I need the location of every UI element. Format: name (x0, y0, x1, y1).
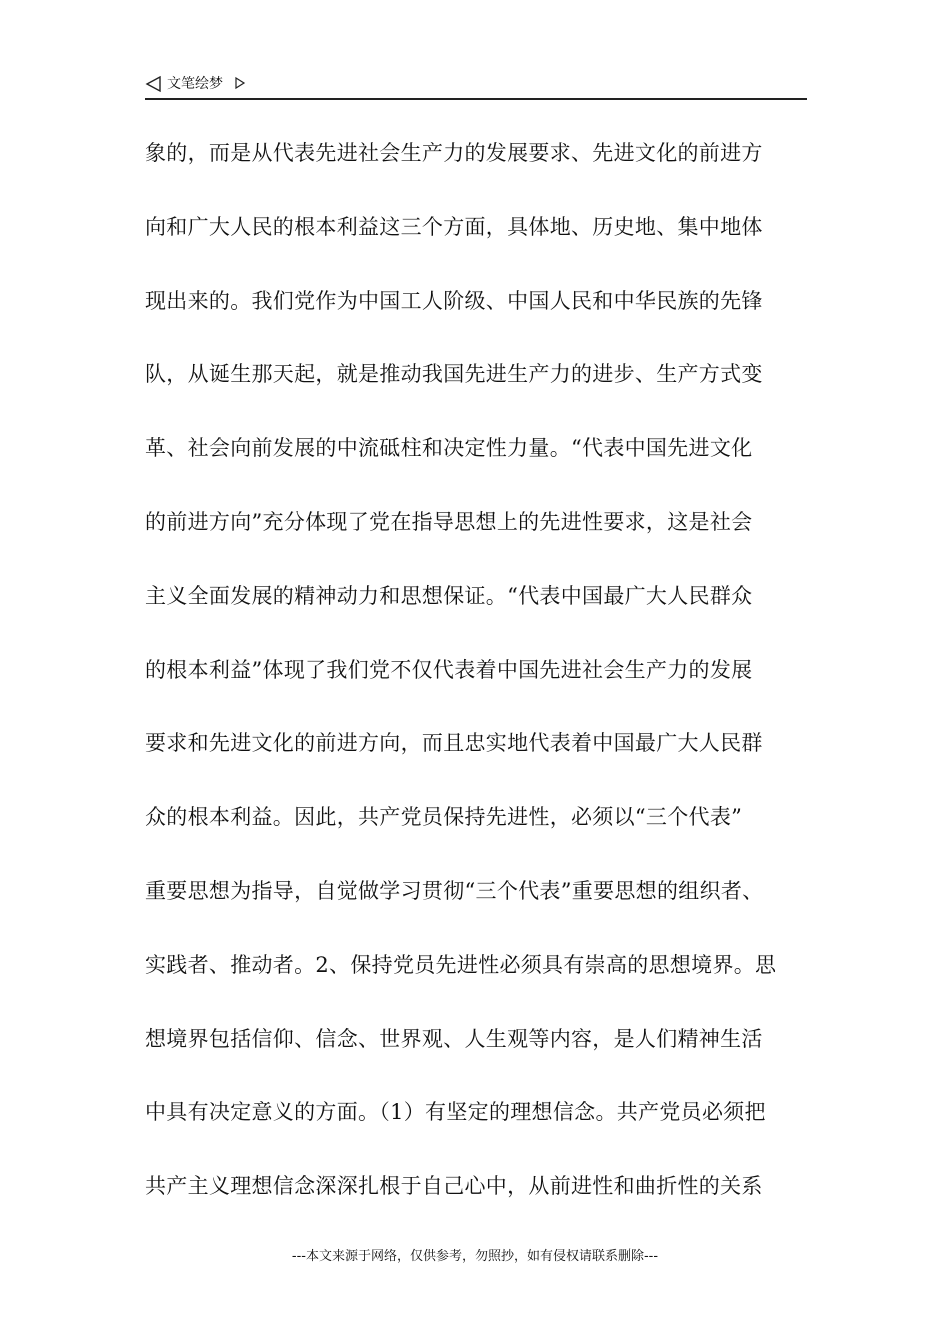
document-body (145, 130, 817, 1237)
page-header (145, 72, 807, 100)
body-line: 的根本利益”体现了我们党不仅代表着中国先进社会生产力的发展 (145, 657, 753, 682)
body-line: 想境界包括信仰、信念、世界观、人生观等内容，是人们精神生活 (145, 1026, 763, 1051)
body-line: 象的，而是从代表先进社会生产力的发展要求、先进文化的前进方 (145, 141, 763, 165)
body-line: 众的根本利益。因此，共产党员保持先进性，必须以“三个代表” (145, 805, 743, 830)
body-line: 共产主义理想信念深深扎根于自己心中，从前进性和曲折性的关系 (145, 1174, 763, 1199)
body-line: 的前进方向”充分体现了党在指导思想上的先进性要求，这是社会 (145, 509, 753, 534)
triangle-right-outline-icon (234, 76, 246, 90)
footer-notice: ---本文来源于网络，仅供参考，勿照抄，如有侵权请联系删除--- (291, 1249, 659, 1264)
body-line: 现出来的。我们党作为中国工人阶级、中国人民和中华民族的先锋 (145, 288, 763, 313)
body-line: 队，从诞生那天起，就是推动我国先进生产力的进步、生产方式变 (145, 362, 763, 387)
body-line: 主义全面发展的精神动力和思想保证。“代表中国最广大人民群众 (145, 583, 753, 608)
triangle-left-outline-icon (145, 75, 163, 93)
body-line: 中具有决定意义的方面。（1）有坚定的理想信念。共产党员必须把 (145, 1100, 766, 1125)
body-line: 实践者、推动者。2、保持党员先进性必须具有崇高的思想境界。思 (145, 952, 777, 977)
body-line: 重要思想为指导，自觉做学习贯彻“三个代表”重要思想的组织者、 (145, 878, 764, 903)
body-line: 要求和先进文化的前进方向，而且忠实地代表着中国最广大人民群 (145, 731, 763, 756)
body-line: 革、社会向前发展的中流砥柱和决定性力量。“代表中国先进文化 (145, 436, 753, 461)
body-line: 向和广大人民的根本利益这三个方面，具体地、历史地、集中地体 (145, 214, 763, 239)
header-title: 文笔绘梦 (167, 76, 223, 92)
